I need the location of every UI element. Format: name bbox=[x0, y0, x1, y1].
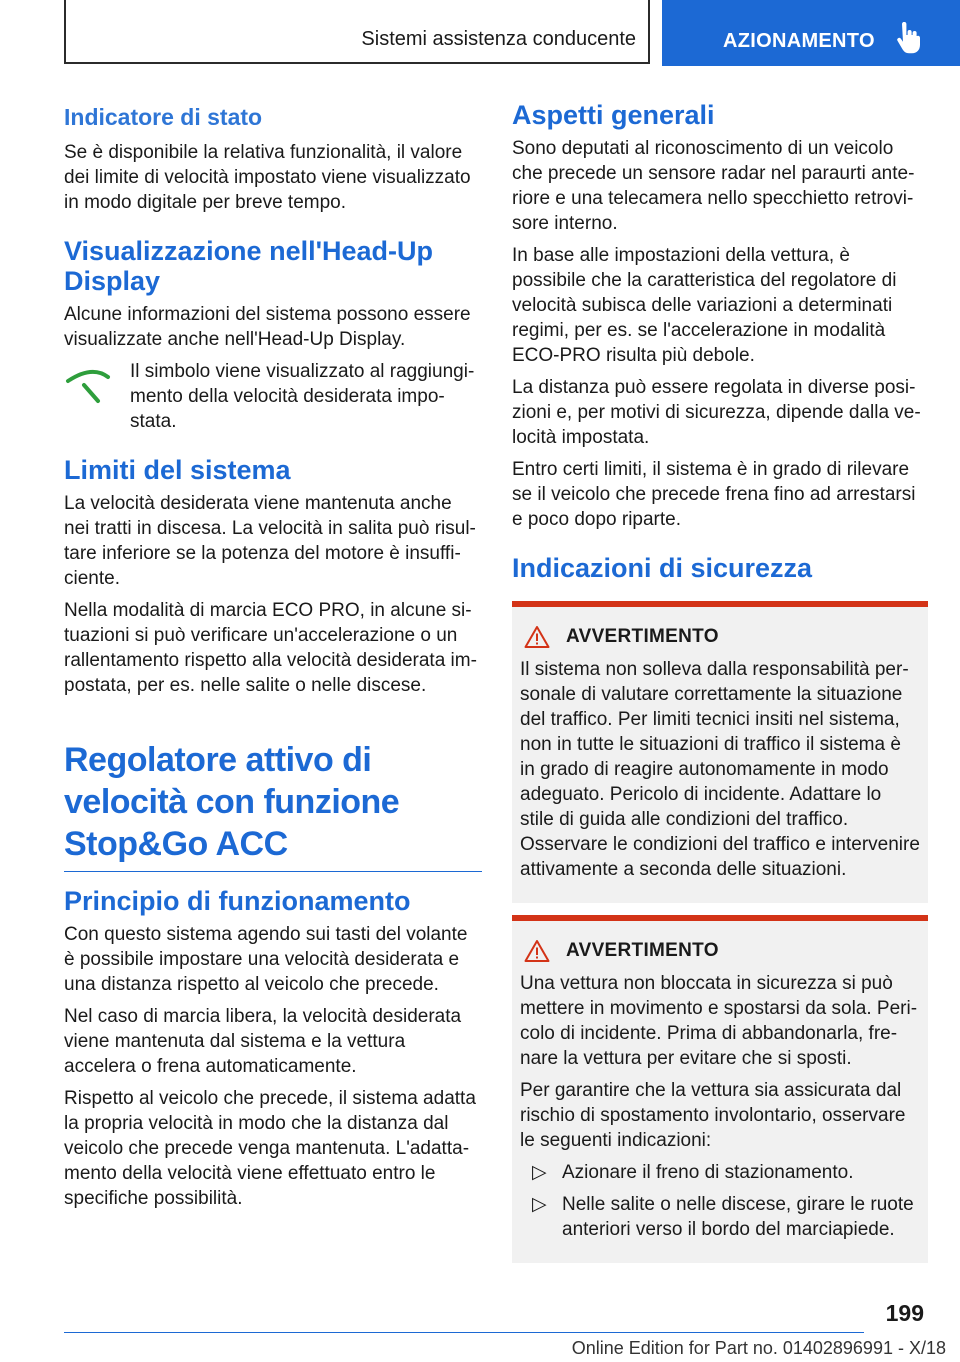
warning-text-2b: Per garantire che la vettura sia assicurata dal rischio di spostamento involontario, osservare le seguenti indicazioni: bbox=[520, 1080, 906, 1151]
warning-text-2a: Una vettura non bloccata in sicurezza si può mettere in movimento e spostarsi da sola. Pericolo di incidente. Prima di abbandonarla, frenare la vettura per evitare che si sposti. bbox=[520, 973, 918, 1069]
safety-heading: Indicazioni di sicurezza bbox=[512, 553, 813, 583]
hud-symbol-row bbox=[64, 359, 482, 441]
hud-symbol-text: Il simbolo viene visualizzato al raggiungimento della velocità desiderata impostata. bbox=[130, 361, 475, 432]
hud-heading: Visualizzazione nell'Head-Up Display bbox=[64, 236, 434, 296]
warning-triangle-icon bbox=[524, 625, 550, 649]
general-heading: Aspetti generali bbox=[512, 100, 715, 130]
warning-box-2 bbox=[512, 915, 928, 1263]
warning-list bbox=[520, 1160, 920, 1242]
section-name: Sistemi assistenza conducente bbox=[361, 28, 636, 50]
list-item bbox=[532, 1192, 920, 1242]
footer-rule bbox=[64, 1332, 864, 1333]
status-indicator-heading: Indicatore di stato bbox=[64, 104, 263, 130]
left-column bbox=[64, 100, 482, 1218]
list-item-text: Nelle salite o nelle discese, girare le ruote anteriori verso il bordo del marciapiede. bbox=[562, 1194, 914, 1240]
system-limits-text-1: La velocità desiderata viene mantenuta anche nei tratti in discesa. La velocità in salita può risultare inferiore se la potenza del motore è insufficiente. bbox=[64, 493, 476, 589]
chapter-tab bbox=[662, 0, 960, 66]
warning-box-1 bbox=[512, 601, 928, 903]
principle-text-2: Nel caso di marcia libera, la velocità desiderata viene mantenuta dal sistema e la vettura accelera o frena automaticamente. bbox=[64, 1006, 462, 1077]
general-text-1: Sono deputati al riconoscimento di un veicolo che precede un sensore radar nel paraurti anteriore e una telecamera nello specchietto retrovisore interno. bbox=[512, 138, 915, 234]
list-item-text: Azionare il freno di stazionamento. bbox=[562, 1162, 854, 1183]
system-limits-text-2: Nella modalità di marcia ECO PRO, in alcune situazioni si può verificare un'accelerazione o un rallentamento rispetto alla velocità desiderata impostata, per es. nelle salite o nelle discese. bbox=[64, 600, 477, 696]
page-number: 199 bbox=[885, 1300, 924, 1326]
target-speed-reached-icon bbox=[64, 363, 120, 413]
edition-text: Online Edition for Part no. 01402896991 - X/18 bbox=[571, 1338, 946, 1358]
chapter-title: Regolatore attivo di velocità con funzione Stop&Go ACC bbox=[64, 739, 482, 872]
right-column bbox=[512, 100, 928, 1275]
bullet-triangle-icon: ▷ bbox=[532, 1162, 547, 1183]
general-text-4: Entro certi limiti, il sistema è in grado di rilevare se il veicolo che precede frena fino ad arrestarsi e poco dopo riparte. bbox=[512, 459, 916, 530]
status-indicator-text: Se è disponibile la relativa funzionalità, il valore dei limite di velocità impostato viene visualizzato in modo digitale per breve tempo. bbox=[64, 142, 471, 213]
page-header bbox=[0, 0, 960, 66]
list-item bbox=[532, 1160, 920, 1185]
bullet-triangle-icon: ▷ bbox=[532, 1194, 547, 1215]
principle-heading: Principio di funzionamento bbox=[64, 886, 411, 916]
page-footer bbox=[0, 1296, 960, 1362]
general-text-3: La distanza può essere regolata in diverse posizioni e, per motivi di sicurezza, dipende dalla velocità impostata. bbox=[512, 377, 921, 448]
principle-text-1: Con questo sistema agendo sui tasti del volante è possibile impostare una velocità desiderata e una distanza rispetto al veicolo che precede. bbox=[64, 924, 468, 995]
system-limits-heading: Limiti del sistema bbox=[64, 455, 291, 485]
header-frame bbox=[64, 0, 650, 64]
general-text-2: In base alle impostazioni della vettura, è possibile che la caratteristica del regolatore di velocità subisca delle variazioni a determinati regimi, per es. se l'accelerazione in modalità ECO-PRO risulta più debole. bbox=[512, 245, 897, 366]
chapter-tab-label: AZIONAMENTO bbox=[723, 30, 875, 52]
warning-title-1: AVVERTIMENTO bbox=[566, 626, 719, 647]
warning-text-1: Il sistema non solleva dalla responsabilità personale di valutare correttamente la situazione del traffico. Per limiti tecnici insiti nel sistema, non in tutte le situazioni di traffico il sistema è in grado di reagire autonomamente in modo adeguato. Pericolo di incidente. Adattare lo stile di guida alle condizioni del traffico. Osservare le condizioni del traffico e intervenire attivamente a seconda delle situazioni. bbox=[520, 659, 920, 880]
warning-title-2: AVVERTIMENTO bbox=[566, 940, 719, 961]
principle-text-3: Rispetto al veicolo che precede, il sistema adatta la propria velocità in modo che la distanza dal veicolo che precede venga mantenuta. L'adattamento della velocità viene effettuato entro le specifiche possibilità. bbox=[64, 1088, 476, 1209]
hud-text: Alcune informazioni del sistema possono essere visualizzate anche nell'Head-Up Display. bbox=[64, 304, 471, 350]
hand-pointer-icon bbox=[895, 22, 921, 54]
warning-triangle-icon bbox=[524, 939, 550, 963]
